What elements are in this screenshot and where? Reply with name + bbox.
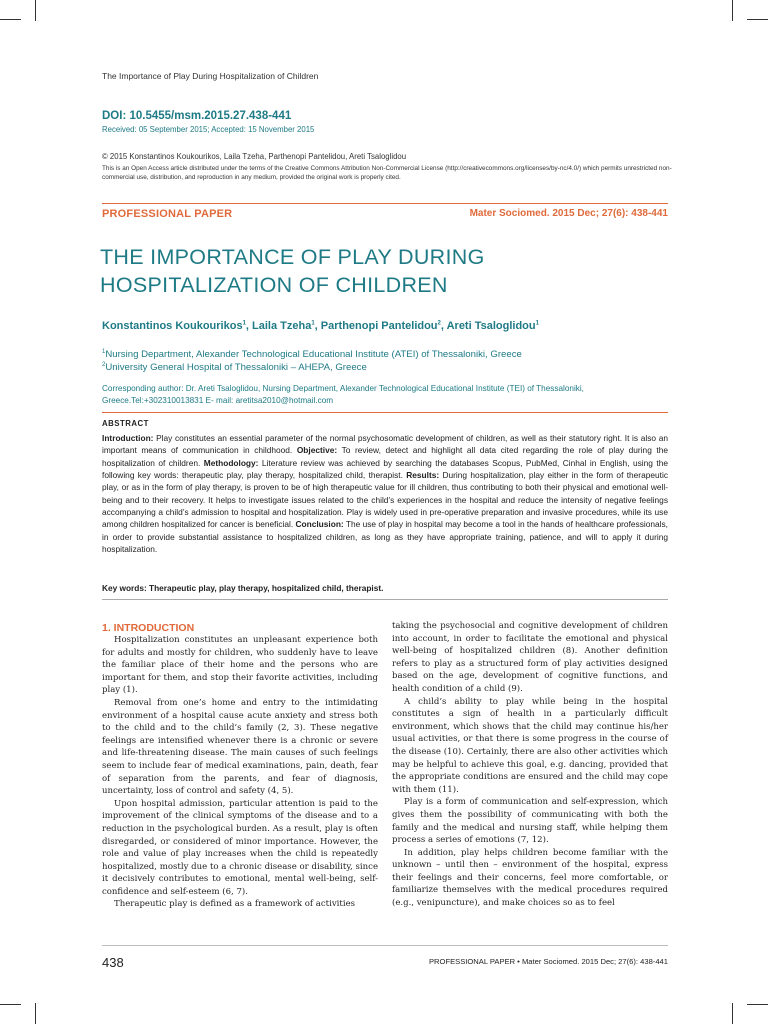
affiliation [102, 349, 522, 360]
article-title [100, 243, 680, 299]
article-type: PROFESSIONAL PAPER [102, 208, 233, 220]
keywords: Key words: Therapeutic play, play therapy, hospitalized child, therapist. [102, 583, 384, 593]
affiliation-text: Nursing Department, Alexander Technological Educational Institute (ATEI) of Thessaloniki, Greece [105, 349, 522, 361]
section-heading-introduction: 1. INTRODUCTION [102, 622, 195, 634]
body-column-left [102, 634, 378, 911]
abstract-methodology-label: Methodology: [203, 457, 259, 468]
body-paragraph: Removal from one’s home and entry to the intimidating environment of a hospital cause acute anxiety and stress both to the child and to the child’s family (2, 3). These negative feelings are intensified whenever there is a chronic or severe and life-threatening disease. The main causes of such feelings seem to include fear of medical examinations, pain, death, fear of separation from the parents, and fear of diagnosis, uncertainty, loss of control and safety (4, 5). [102, 697, 378, 797]
divider-abstract-end [102, 599, 668, 600]
author-separator: , [314, 320, 321, 332]
author-affiliation-sup: 2 [437, 320, 441, 327]
author-name: Laila Tzeha [252, 320, 312, 332]
abstract-conclusion-label: Conclusion: [295, 519, 344, 530]
abstract-body [102, 432, 668, 555]
crop-mark [0, 19, 21, 20]
author-separator: , [245, 320, 253, 332]
body-paragraph: In addition, play helps children become familiar with the unknown – until then – environment of the hospital, express their feelings and their concerns, feel more comfortable, or familiarize themselves with the medical procedures required (e.g., venipuncture), and make choices so as to feel [392, 847, 668, 909]
author-name: Areti Tsaloglidou [446, 320, 536, 332]
crop-mark [35, 0, 36, 21]
crop-mark [732, 1003, 733, 1024]
affiliation-sup: 1 [102, 349, 106, 355]
abstract-results-text: During hospitalization, play either in the form of therapeutic play, or as in the form of play therapy, is proven to be of high therapeutic value for ill children, thus contributing to both their physical and emotional well-being and to their recovery. It helps to investigate issues related to the child’s experiences in the hospital and reduce the intensity of negative feelings accompanying a child’s admission to hospital and hospitalization. Play is widely used in pre-operative preparation and invasive procedures, while its use among children hospitalized for cancer is beneficial. [102, 470, 668, 530]
journal-citation: Mater Sociomed. 2015 Dec; 27(6): 438-441 [469, 208, 668, 219]
crop-mark [747, 1004, 768, 1005]
body-paragraph: Therapeutic play is defined as a framework of activities [114, 899, 356, 910]
affiliation-text: University General Hospital of Thessaloniki – AHEPA, Greece [105, 362, 367, 374]
body-paragraph: Upon hospital admission, particular attention is paid to the improvement of the clinical symptoms of the disease and to a reduction in the psychological burden. As a result, play is often disregarded, or considered of minor importance. However, the role and value of play increases when the child is repeatedly hospitalized, mostly due to a chronic disease or disability, since it decisively contributes to emotional, mental well-being, self-confidence and self-esteem (6, 7). [102, 798, 378, 897]
title-line-1: THE IMPORTANCE OF PLAY DURING [100, 245, 485, 269]
body-paragraph: A child’s ability to play while being in the hospital constitutes a sign of health in a particularly difficult environment, which shows that the child may continue his/her usual activities, or that there is some progress in the course of the disease (10). Certainly, there are also other activities which may be helpful to achieve this goal, e.g. dancing, provided that the appropriate conditions are ensured and the child may cope with them (11). [392, 696, 668, 795]
received-accepted-dates: Received: 05 September 2015; Accepted: 15 November 2015 [102, 125, 315, 134]
divider-top [102, 203, 668, 204]
doi[interactable]: DOI: 10.5455/msm.2015.27.438-441 [102, 110, 292, 122]
abstract-objective-label: Objective: [296, 445, 338, 456]
license-notice: This is an Open Access article distributed under the terms of the Creative Commons Attribution Non-Commercial License (http://creativecommons.org/licenses/by-nc/4.0/) which permits unrestricted non-commercial use, distribution, and reproduction in any medium, provided the original work is properly cited. [102, 165, 672, 181]
author-affiliation-sup: 1 [242, 320, 246, 327]
author-separator: , [440, 320, 447, 332]
author-list [102, 320, 539, 332]
affiliation-sup: 2 [102, 362, 106, 368]
body-paragraph: Hospitalization constitutes an unpleasant experience both for adults and mostly for children, who suddenly have to leave the familiar place of their home and the persons who are important for them, and stop their favorite activities, including play (1). [102, 635, 378, 696]
body-paragraph: taking the psychosocial and cognitive development of children into account, in order to facilitate the emotional and physical well-being of hospitalized children (8). Another definition refers to play as a structured form of play activities designed based on the age, development of cognitive functions, and health condition of a child (9). [392, 621, 668, 694]
author-affiliation-sup: 1 [535, 320, 539, 327]
running-head: The Importance of Play During Hospitalization of Children [102, 71, 319, 81]
page-number: 438 [102, 955, 124, 970]
copyright-notice: © 2015 Konstantinos Koukourikos, Laila Tzeha, Parthenopi Pantelidou, Areti Tsaloglidou [102, 152, 407, 161]
corresponding-author: Corresponding author: Dr. Areti Tsaloglidou, Nursing Department, Alexander Technological Educational Institute (TEI) of Thessaloniki, Greece.Tel:+302310013831 E- mail: aretitsa2010@hotmail.com [102, 384, 584, 405]
abstract-intro-text: Play constitutes an essential parameter of the normal psychosomatic development of children, as well as their statutory right. It is also an important means of communication in childhood. [102, 433, 668, 456]
crop-mark [35, 1003, 36, 1024]
crop-mark [747, 19, 768, 20]
abstract-conclusion-text: The use of play in hospital may become a tool in the hands of healthcare professionals, in order to provide substantial assistance to hospitalized children, as long as they have appropriate training, patience, and will to apply it during hospitalization. [102, 519, 668, 555]
abstract-intro-label: Introduction: [102, 433, 154, 443]
author-name: Parthenopi Pantelidou [320, 320, 438, 332]
footer-citation: PROFESSIONAL PAPER • Mater Sociomed. 2015 Dec; 27(6): 438-441 [428, 957, 668, 966]
crop-mark [0, 1004, 21, 1005]
body-paragraph: Play is a form of communication and self-expression, which gives them the possibility of communicating with both the family and the medical and nursing staff, while helping them process a series of emotions (7, 12). [392, 797, 668, 846]
author-affiliation-sup: 1 [311, 320, 315, 327]
abstract-objective-text: To review, detect and highlight all data cited regarding the role of play during the hospitalization of children. [102, 445, 668, 468]
crop-mark [732, 0, 733, 21]
title-line-2: HOSPITALIZATION OF CHILDREN [100, 273, 448, 297]
abstract-heading: ABSTRACT [102, 419, 149, 428]
abstract-results-label: Results: [406, 470, 440, 481]
divider-footer [102, 945, 668, 946]
affiliation [102, 362, 367, 373]
divider-abstract [102, 412, 668, 413]
body-column-right [392, 620, 668, 910]
abstract-methodology-text: Literature review was achieved by searching the databases Scopus, PubMed, Cinhal in English, using the following key words: therapeutic play, play therapy, hospitalized child, therapist. [102, 457, 668, 481]
author-name: Konstantinos Koukourikos [102, 320, 243, 332]
